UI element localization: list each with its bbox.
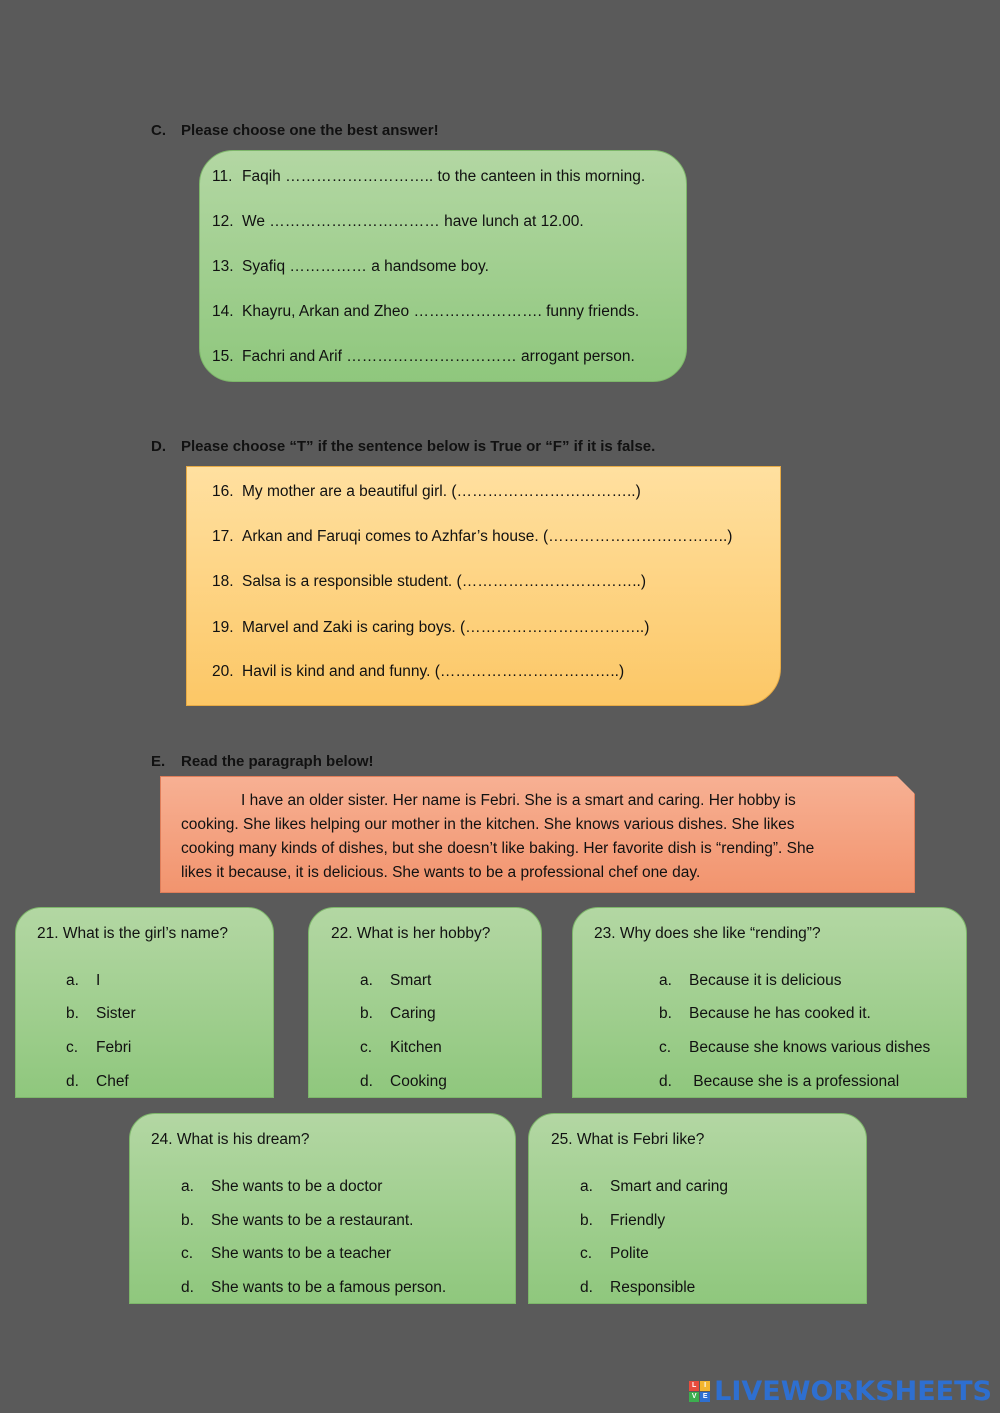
question-25-option-b[interactable]: b. Friendly <box>580 1212 666 1229</box>
section-e-title: Read the paragraph below! <box>181 753 374 770</box>
question-21-option-b[interactable]: b. Sister <box>66 1005 136 1022</box>
logo-text: LIVEWORKSHEETS <box>714 1376 992 1407</box>
question-17[interactable]: 17. Arkan and Faruqi comes to Azhfar’s house. (……………………………..) <box>212 528 733 545</box>
question-13[interactable]: 13. Syafiq …………… a handsome boy. <box>212 258 489 275</box>
question-25-option-d[interactable]: d. Responsible <box>580 1279 696 1296</box>
liveworksheets-logo[interactable] <box>689 1376 992 1407</box>
question-24-option-d[interactable]: d. She wants to be a famous person. <box>181 1279 447 1296</box>
question-22-option-d[interactable]: d. Cooking <box>360 1073 447 1090</box>
section-c-title: Please choose one the best answer! <box>181 122 439 139</box>
question-24-option-c[interactable]: c. She wants to be a teacher <box>181 1245 392 1262</box>
question-23-option-a[interactable]: a. Because it is delicious <box>659 972 842 989</box>
question-21-option-d[interactable]: d. Chef <box>66 1073 129 1090</box>
section-d-title: Please choose “T” if the sentence below is True or “F” if it is false. <box>181 438 656 455</box>
question-23-option-c[interactable]: c. Because she knows various dishes <box>659 1039 931 1056</box>
section-c-heading <box>151 122 439 139</box>
question-23-option-b[interactable]: b. Because he has cooked it. <box>659 1005 871 1022</box>
question-21-option-a[interactable]: a. I <box>66 972 101 989</box>
question-15[interactable]: 15. Fachri and Arif …………………………… arrogant person. <box>212 348 635 365</box>
question-20[interactable]: 20. Havil is kind and and funny. (……………………………..) <box>212 663 625 680</box>
logo-grid-icon: L I V E <box>689 1381 710 1402</box>
question-22-title: 22. What is her hobby? <box>331 925 491 942</box>
section-e-heading <box>151 753 374 770</box>
question-21-option-c[interactable]: c. Febri <box>66 1039 132 1056</box>
question-11[interactable]: 11. Faqih ……………………….. to the canteen in this morning. <box>212 168 646 185</box>
question-22-option-b[interactable]: b. Caring <box>360 1005 436 1022</box>
question-12[interactable]: 12. We …………………………… have lunch at 12.00. <box>212 213 584 230</box>
question-24-title: 24. What is his dream? <box>151 1131 310 1148</box>
question-22-option-c[interactable]: c. Kitchen <box>360 1039 442 1056</box>
question-22-option-a[interactable]: a. Smart <box>360 972 432 989</box>
paragraph-line: likes it because, it is delicious. She wants to be a professional chef one day. <box>181 864 701 881</box>
question-18[interactable]: 18. Salsa is a responsible student. (……………………………..) <box>212 573 646 590</box>
paragraph-line: cooking many kinds of dishes, but she doesn’t like baking. Her favorite dish is “rending”. She <box>181 840 815 857</box>
question-14[interactable]: 14. Khayru, Arkan and Zheo ……………………. funny friends. <box>212 303 640 320</box>
paragraph-line: cooking. She likes helping our mother in the kitchen. She knows various dishes. She likes <box>181 816 795 833</box>
question-24-option-b[interactable]: b. She wants to be a restaurant. <box>181 1212 414 1229</box>
question-21-title: 21. What is the girl’s name? <box>37 925 228 942</box>
reading-paragraph <box>181 789 891 885</box>
section-c-letter: C. <box>151 122 166 139</box>
question-25-option-a[interactable]: a. Smart and caring <box>580 1178 729 1195</box>
question-23-option-d[interactable]: d. Because she is a professional <box>659 1073 900 1090</box>
section-d-heading <box>151 438 655 455</box>
section-e-letter: E. <box>151 753 166 770</box>
question-25-title: 25. What is Febri like? <box>551 1131 705 1148</box>
question-24-option-a[interactable]: a. She wants to be a doctor <box>181 1178 383 1195</box>
question-25-option-c[interactable]: c. Polite <box>580 1245 649 1262</box>
section-d-letter: D. <box>151 438 166 455</box>
paragraph-line: I have an older sister. Her name is Febri. She is a smart and caring. Her hobby is <box>241 792 796 809</box>
question-16[interactable]: 16. My mother are a beautiful girl. (……………………………..) <box>212 483 641 500</box>
question-23-title: 23. Why does she like “rending”? <box>594 925 821 942</box>
question-19[interactable]: 19. Marvel and Zaki is caring boys. (……………………………..) <box>212 619 650 636</box>
